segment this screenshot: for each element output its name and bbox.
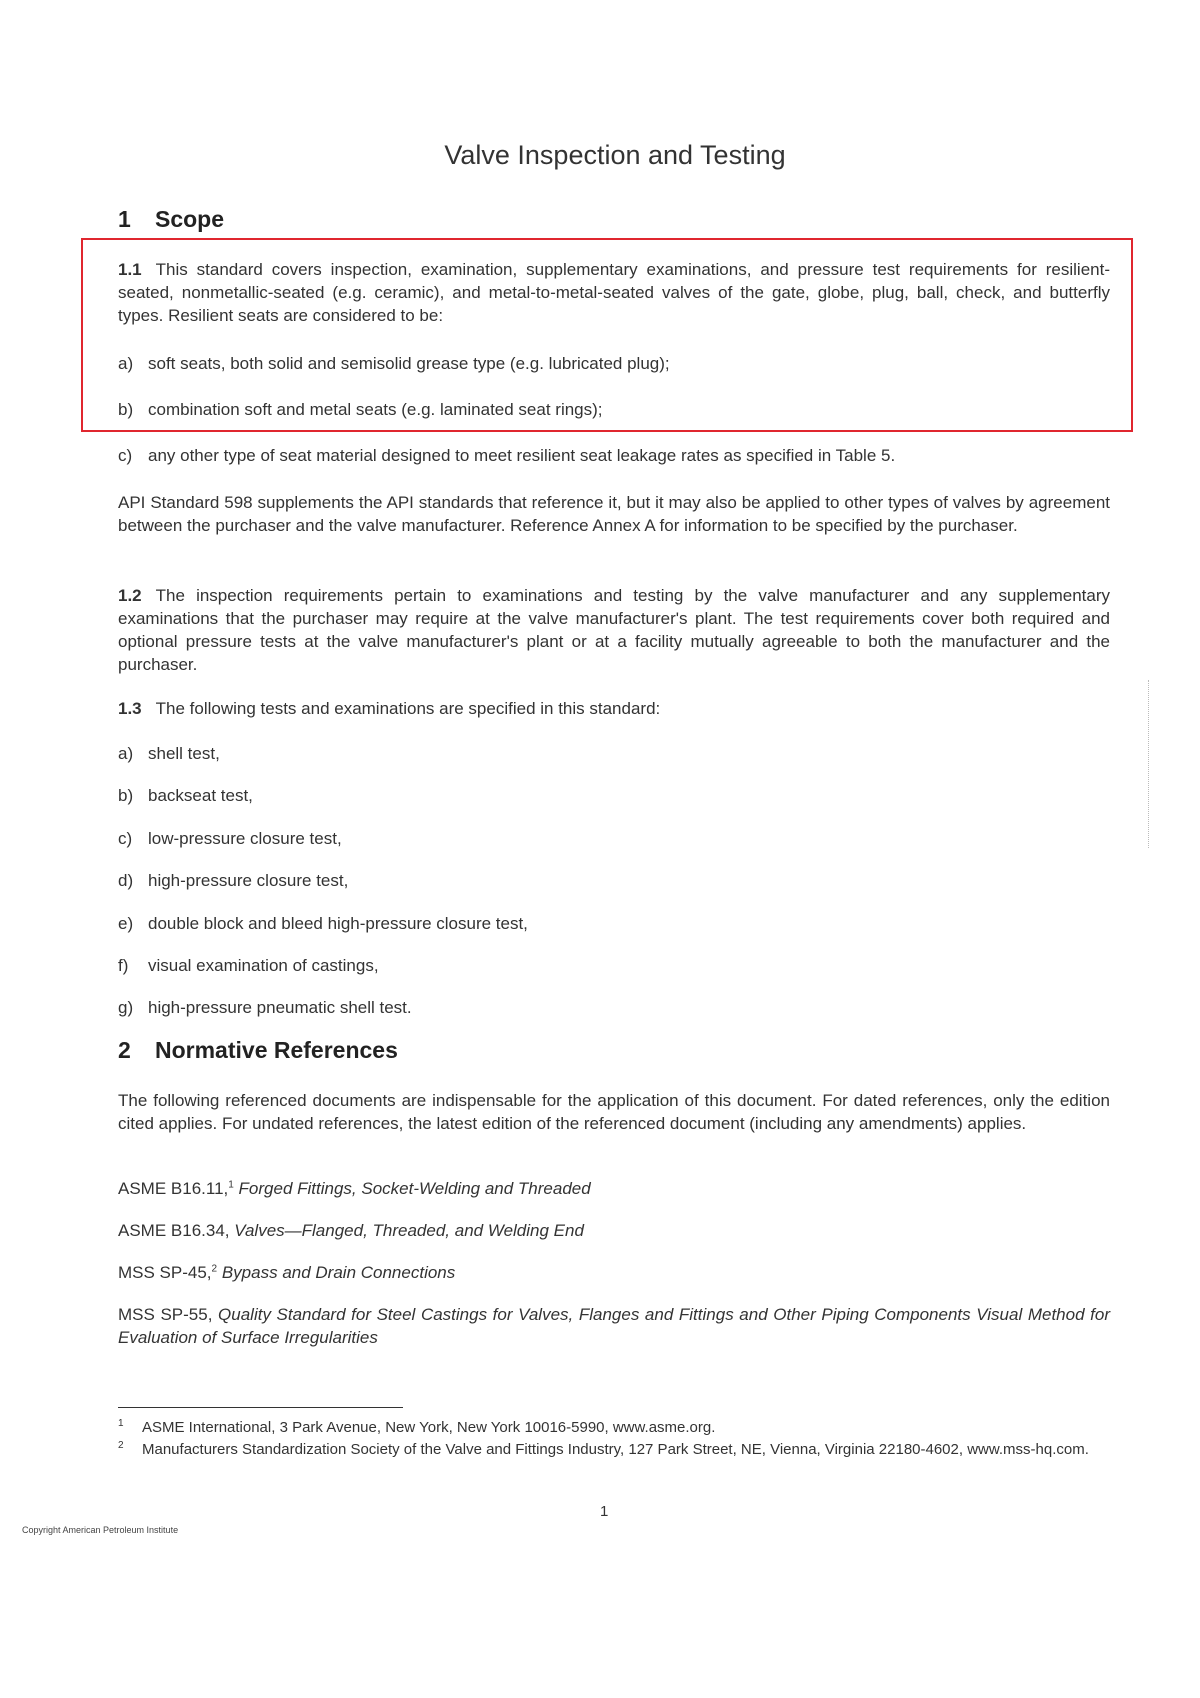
footnote-marker[interactable]: 2 xyxy=(211,1263,218,1275)
section-title: Scope xyxy=(155,206,225,232)
footnote xyxy=(118,1440,1110,1460)
list-item xyxy=(118,996,1110,1019)
reference-item xyxy=(118,1219,1110,1242)
list-text: high-pressure closure test, xyxy=(148,871,349,890)
clause-text: The following tests and examinations are specified in this standard: xyxy=(155,699,661,718)
list-marker: b) xyxy=(118,400,134,419)
reference-item xyxy=(118,1261,1110,1284)
list-marker: c) xyxy=(118,446,133,465)
footnote-number: 1 xyxy=(118,1418,124,1429)
list-marker: d) xyxy=(118,871,134,890)
section-heading-normative-references xyxy=(118,1037,398,1064)
section-heading-scope xyxy=(118,206,224,233)
list-text: backseat test, xyxy=(148,786,253,805)
clause-number: 1.2 xyxy=(118,586,142,605)
reference-title: Quality Standard for Steel Castings for Valves, Flanges and Fittings and Other Piping Components Visual Method for Evaluation of Surface Irregularities xyxy=(118,1305,1110,1347)
list-text: any other type of seat material designed to meet resilient seat leakage rates as specified in Table 5. xyxy=(148,446,896,465)
footnote-marker[interactable]: 1 xyxy=(228,1179,234,1191)
reference-code: MSS SP-55, xyxy=(118,1305,213,1324)
paragraph-1-2 xyxy=(118,584,1110,676)
clause-number: 1.3 xyxy=(118,699,142,718)
footnote-text: Manufacturers Standardization Society of the Valve and Fittings Industry, 127 Park Street, NE, Vienna, Virginia 22180-4602, www.mss-hq.com. xyxy=(142,1441,1089,1458)
list-marker: c) xyxy=(118,829,133,848)
paragraph-1-3 xyxy=(118,697,1110,720)
page-title: Valve Inspection and Testing xyxy=(444,140,786,170)
section-number: 2 xyxy=(118,1037,131,1063)
list-marker: g) xyxy=(118,998,134,1017)
page-number: 1 xyxy=(600,1503,609,1520)
reference-code: ASME B16.34, xyxy=(118,1221,230,1240)
list-text: double block and bleed high-pressure closure test, xyxy=(148,914,528,933)
list-marker: a) xyxy=(118,744,134,763)
list-item xyxy=(118,444,1110,467)
reference-item xyxy=(118,1303,1110,1349)
reference-title: Bypass and Drain Connections xyxy=(221,1263,456,1282)
footnote xyxy=(118,1418,1110,1438)
reference-title: Forged Fittings, Socket-Welding and Threaded xyxy=(238,1179,591,1198)
list-item xyxy=(118,954,1110,977)
footnote-divider xyxy=(118,1407,403,1408)
list-marker: a) xyxy=(118,354,134,373)
list-text: visual examination of castings, xyxy=(148,956,379,975)
list-text: low-pressure closure test, xyxy=(148,829,342,848)
paragraph-normative-intro: The following referenced documents are indispensable for the application of this document. For dated references, only the edition cited applies. For undated references, the latest edition of the referenced document (including any amendments) applies. xyxy=(118,1091,1110,1133)
reference-code: ASME B16.11, xyxy=(118,1179,229,1198)
clause-text: The inspection requirements pertain to examinations and testing by the valve manufacturer and any supplementary examinations that the purchaser may require at the valve manufacturer's plant. The test requirements cover both required and optional pressure tests at the valve manufacturer's plant or at a facility mutually agreeable to both the manufacturer and the purchaser. xyxy=(118,586,1110,674)
list-item xyxy=(118,869,1110,892)
clause-number: 1.1 xyxy=(118,260,142,279)
paragraph-1-1 xyxy=(118,258,1110,327)
list-item xyxy=(118,742,1110,765)
reference-item xyxy=(118,1177,1110,1200)
list-text: soft seats, both solid and semisolid grease type (e.g. lubricated plug); xyxy=(148,354,670,373)
reference-code: MSS SP-45, xyxy=(118,1263,212,1282)
list-item xyxy=(118,827,1110,850)
section-title: Normative References xyxy=(155,1037,398,1063)
list-item xyxy=(118,352,1110,375)
paragraph-supplement: API Standard 598 supplements the API standards that reference it, but it may also be applied to other types of valves by agreement between the purchaser and the valve manufacturer. Reference Annex A for information to be specified by the purchaser. xyxy=(118,493,1110,535)
clause-text: This standard covers inspection, examination, supplementary examinations, and pressure test requirements for resilient-seated, nonmetallic-seated (e.g. ceramic), and metal-to-metal-seated valves of the gate, globe, plug, ball, check, and butterfly types. Resilient seats are considered to be: xyxy=(118,260,1110,325)
scan-artifact-divider xyxy=(1148,680,1149,848)
list-item xyxy=(118,912,1110,935)
list-marker: b) xyxy=(118,786,134,805)
footnote-number: 2 xyxy=(118,1440,124,1451)
list-item xyxy=(118,398,1110,421)
copyright-notice: Copyright American Petroleum Institute xyxy=(22,1525,179,1535)
list-text: shell test, xyxy=(148,744,220,763)
list-text: high-pressure pneumatic shell test. xyxy=(148,998,412,1017)
list-marker: e) xyxy=(118,914,134,933)
footnote-text: ASME International, 3 Park Avenue, New York, New York 10016-5990, www.asme.org. xyxy=(142,1419,716,1436)
list-text: combination soft and metal seats (e.g. laminated seat rings); xyxy=(148,400,603,419)
reference-title: Valves—Flanged, Threaded, and Welding End xyxy=(234,1221,584,1240)
section-number: 1 xyxy=(118,206,131,232)
list-marker: f) xyxy=(118,956,129,975)
list-item xyxy=(118,784,1110,807)
